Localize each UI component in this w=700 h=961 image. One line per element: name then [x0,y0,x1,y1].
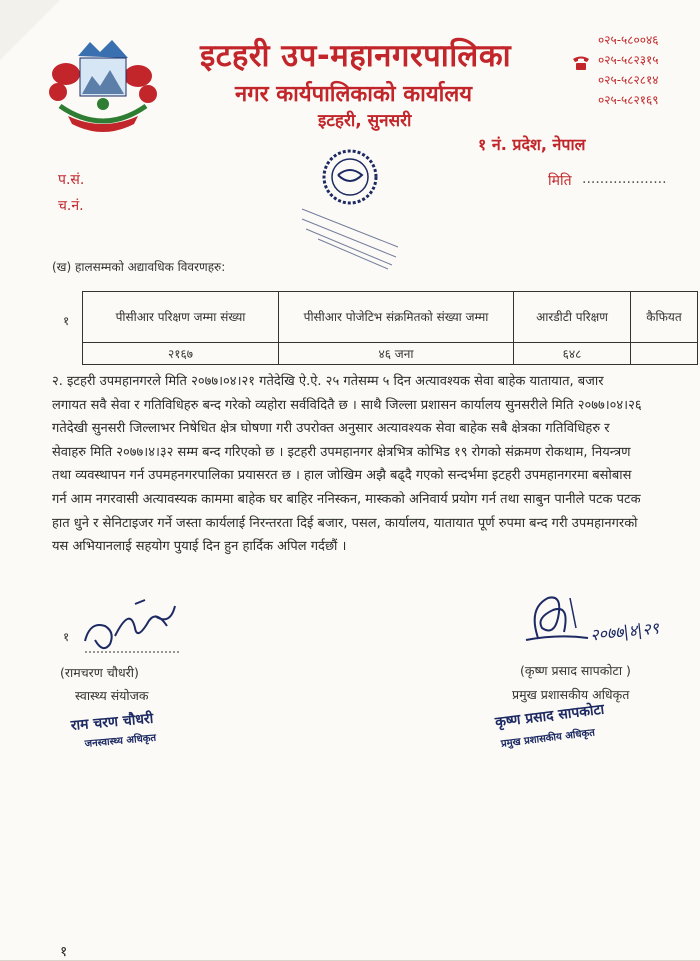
table-header-row [83,292,698,343]
section-heading: (ख) हालसम्मको अद्यावधिक विवरणहरु: [52,260,226,274]
table-row-number: १ [63,314,70,328]
cell-remarks [631,343,698,365]
right-signatory-name: (कृष्ण प्रसाद सापकोटा ) [520,663,631,678]
date-blank: ................... [582,171,667,187]
cell-rdt-test: ६४८ [514,343,631,365]
cell-pcr-positive: ४६ जना [279,343,514,365]
table-row [83,343,698,365]
phone-number: ०२५-५८२३१५ [598,53,659,67]
right-signatory-title: प्रमुख प्रशासकीय अधिकृत [512,687,630,702]
page-mark: १ [60,944,68,960]
left-stamp-title: जनस्वास्थ्य अधिकृत [84,732,157,750]
signatory-number: १ [63,630,70,644]
office-location: इटहरी, सुनसरी [318,111,412,131]
phone-numbers [598,30,659,110]
office-stamp [288,145,413,275]
phone-number: ०२५-५८००४६ [598,33,659,47]
notice-paragraph: २. इटहरी उपमहानगरले मिति २०७७।०४।२१ गतेदेखि ऐ.ऐ. २५ गतेसम्म ५ दिन अत्यावश्यक सेवा बाहेक यातायात, बजार लगायत सवै सेवा र गतिविधिहरु बन्द गरेको व्यहोरा सर्वविदितै छ । साथै जिल्ला प्रशासन कार्यालय सुनसरीले मिति २०७७।०४।२६ गतेदेखी सुनसरी जिल्लाभर निषेधित क्षेत्र घोषणा गरी उपरोक्त अनुसार अत्यावश्यक सेवा बाहेक सबै क्षेत्रका गतिविधिहरु र सेवाहरु मिति २०७७।४।३२ सम्म बन्द गरिएको छ । इटहरी उपमहानगर क्षेत्रभित्र कोभिड १९ रोगको संक्रमण रोकथाम, नियन्त्रण तथा व्यवस्थापन गर्न उपमहनगरपालिका प्रयासरत छ । हाल जोखिम अझै बढ्दै गएको सन्दर्भमा इटहरी उपमहानगरमा बसोबास गर्न आम नगरवासी अत्यावस्यक काममा बाहेक घर बाहिर ननिस्कन, मास्कको अनिवार्य प्रयोग गर्न तथा साबुन पानीले पटक पटक हात धुने र सेनिटाइजर गर्ने जस्ता कार्यलाई निरन्तरता दिई बजार, पसल, कार्यालय, यातायात पूर्ण रुपमा बन्द गरी उपमहानगरको यस अभियानलाई सहयोग पुयाई दिन हुन हार्दिक अपिल गर्दछौं । [52,374,642,555]
telephone-icon [571,55,591,71]
dispatch-number-label: च.नं. [58,198,84,214]
right-stamp-name: कृष्ण प्रसाद सापकोटा [494,701,606,731]
header-remarks: कैफियत [631,292,698,343]
date-label: मिति [548,173,572,189]
handwritten-date: २०७७|४|२९ [589,618,660,645]
header-rdt-test: आरडीटी परिक्षण [514,292,631,343]
right-stamp-title: प्रमुख प्रशासकीय अधिकृत [500,727,596,750]
right-signature [518,588,598,648]
left-stamp-name: राम चरण चौधरी [70,710,154,734]
left-signature [75,596,185,656]
municipality-emblem [38,36,168,146]
province-line: १ नं. प्रदेश, नेपाल [478,135,586,154]
cell-pcr-total: २१६७ [83,343,279,365]
phone-number: ०२५-५८२८१४ [598,73,659,87]
left-signatory-name: (रामचरण चौधरी) [60,665,139,680]
municipality-title: इटहरी उप-महानगरपालिका [200,38,512,74]
ref-number-label: प.सं. [58,172,85,188]
phone-number: ०२५-५८२१६९ [598,93,659,107]
header-pcr-positive: पीसीआर पोजेटिभ संक्रमितको संख्या जम्मा [279,292,514,343]
pcr-summary-table [82,291,698,365]
office-subtitle: नगर कार्यपालिकाको कार्यालय [235,82,472,107]
left-signatory-title: स्वास्थ्य संयोजक [75,688,149,703]
header-pcr-total: पीसीआर परिक्षण जम्मा संख्या [83,292,279,343]
